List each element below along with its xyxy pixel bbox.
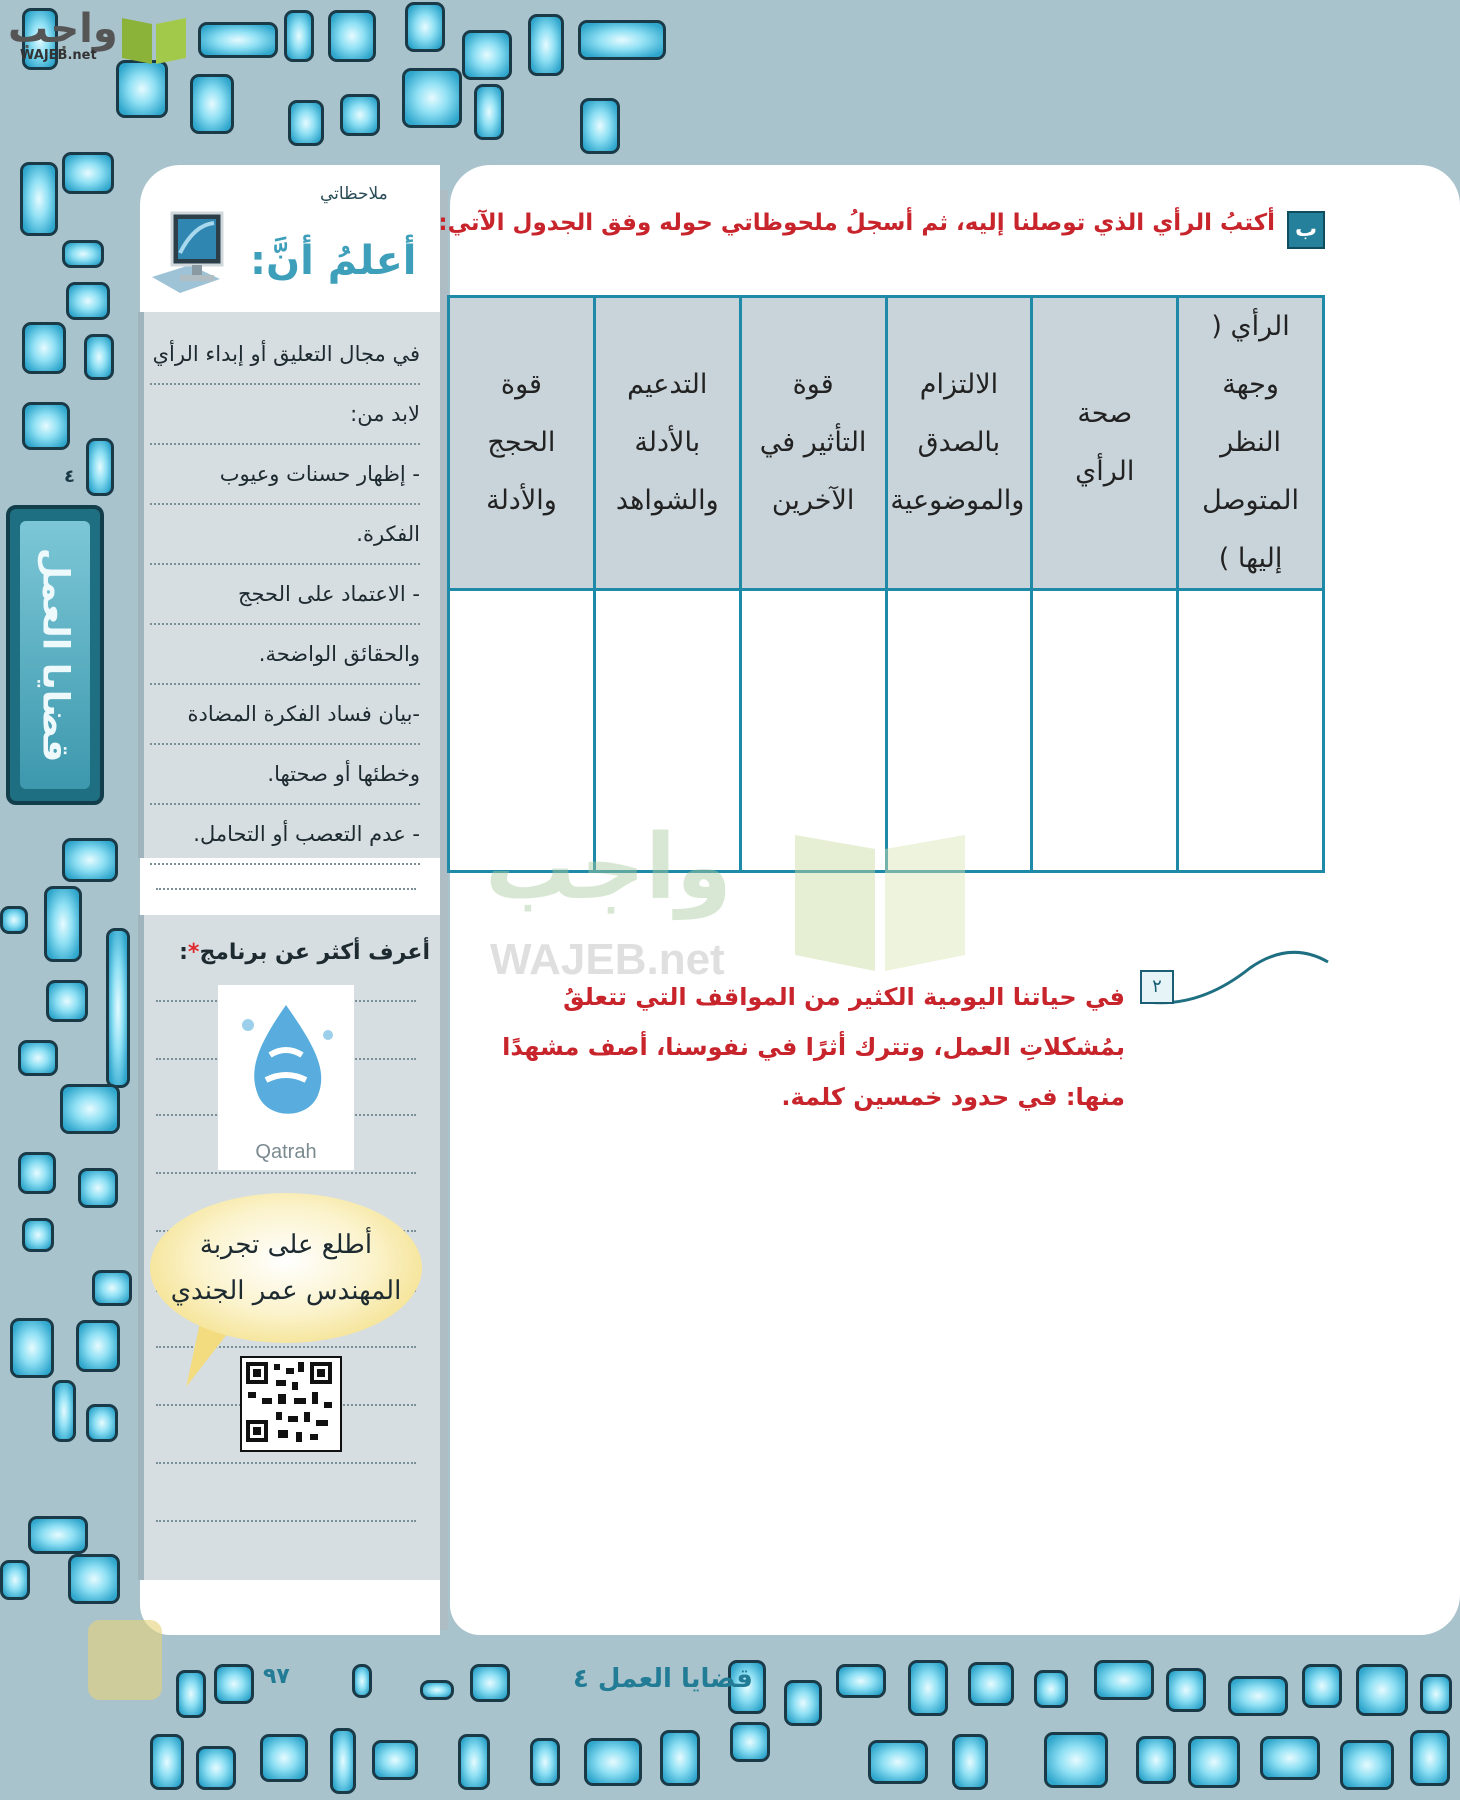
learn-more-title bbox=[150, 940, 430, 965]
notes-title: ملاحظاتي bbox=[320, 184, 388, 204]
bubble-line: المهندس عمر الجندي bbox=[170, 1276, 402, 1306]
opinion-table bbox=[447, 295, 1325, 873]
side-tab-number: ٤ bbox=[64, 466, 75, 487]
book-icon bbox=[118, 12, 190, 66]
notes-line[interactable] bbox=[156, 888, 416, 890]
qr-code[interactable] bbox=[240, 1356, 342, 1452]
header-line: الحجج bbox=[487, 427, 556, 458]
know-line: وخطئها أو صحتها. bbox=[150, 745, 420, 805]
side-tab bbox=[6, 505, 104, 805]
header-line: إليها ) bbox=[1218, 543, 1283, 574]
know-line: - عدم التعصب أو التحامل. bbox=[150, 805, 420, 865]
header-line: قوة bbox=[792, 369, 834, 400]
header-line: قوة bbox=[500, 369, 542, 400]
table-header-validity bbox=[1032, 297, 1178, 590]
header-line: والموضوعية bbox=[890, 485, 1025, 516]
header-line: النظر المتوصل bbox=[1202, 427, 1299, 516]
know-line: والحقائق الواضحة. bbox=[150, 625, 420, 685]
header-line: بالأدلة bbox=[634, 427, 701, 458]
know-line: في مجال التعليق أو إبداء الرأي bbox=[150, 325, 420, 385]
qatrah-drop-icon bbox=[218, 985, 354, 1135]
footer-title: قضايا العمل ٤ bbox=[573, 1664, 753, 1694]
table-header-opinion bbox=[1178, 297, 1324, 590]
monitor-icon bbox=[150, 205, 240, 295]
speech-bubble-text bbox=[150, 1222, 422, 1314]
know-body bbox=[150, 325, 420, 865]
know-line: - الاعتماد على الحجج bbox=[150, 565, 420, 625]
know-line: الفكرة. bbox=[150, 505, 420, 565]
know-title: أعلمُ أنَّ: bbox=[250, 238, 417, 284]
question-b-badge: ب bbox=[1287, 211, 1325, 249]
logo-subtext: WAJEB.net bbox=[20, 48, 97, 63]
qr-code-icon bbox=[242, 1358, 336, 1446]
qatrah-caption: Qatrah bbox=[255, 1141, 317, 1163]
question-2-text: في حياتنا اليومية الكثير من المواقف التي تتعلقُ بمُشكلاتِ العمل، وتترك أثرًا في نفوسنا، أصف مشهدًا منها: في حدود خمسين كلمة. bbox=[502, 983, 1125, 1111]
table-header-influence bbox=[740, 297, 886, 590]
logo-text: واجب bbox=[8, 6, 118, 52]
question-2-number: ٢ bbox=[1140, 970, 1174, 1004]
question-b-text: أكتبُ الرأي الذي توصلنا إليه، ثم أسجلُ ملحوظاتي حوله وفق الجدول الآتي: bbox=[438, 210, 1275, 236]
header-line: الرأي bbox=[1075, 456, 1135, 487]
learn-more-label: أعرف أكثر عن برنامج bbox=[199, 940, 430, 965]
header-line: والشواهد bbox=[615, 485, 719, 516]
watermark-subtext: WAJEB.net bbox=[490, 935, 725, 984]
header-line: صحة bbox=[1077, 398, 1133, 429]
wajeb-logo[interactable] bbox=[8, 6, 188, 66]
watermark-text: واجب bbox=[485, 815, 732, 920]
header-line: والأدلة bbox=[486, 485, 557, 516]
asterisk: * bbox=[187, 940, 200, 965]
side-tab-title: قضايا العمل bbox=[34, 547, 76, 763]
colon: : bbox=[179, 940, 188, 965]
table-header-row bbox=[449, 297, 1324, 590]
notes-line[interactable] bbox=[156, 1462, 416, 1464]
table-cell[interactable] bbox=[1032, 590, 1178, 872]
table-header-evidence bbox=[594, 297, 740, 590]
know-line: - إظهار حسنات وعيوب bbox=[150, 445, 420, 505]
header-line: الآخرين bbox=[771, 485, 855, 516]
notes-line[interactable] bbox=[156, 1520, 416, 1522]
table-header-honesty bbox=[886, 297, 1032, 590]
page-number: ٩٧ bbox=[263, 1664, 290, 1689]
header-line: الالتزام bbox=[919, 369, 999, 400]
corner-mark bbox=[88, 1620, 162, 1700]
qatrah-logo[interactable] bbox=[218, 985, 354, 1170]
table-cell[interactable] bbox=[1178, 590, 1324, 872]
header-line: بالصدق bbox=[917, 427, 1001, 458]
header-line: التأثير في bbox=[759, 427, 867, 458]
notes-line[interactable] bbox=[156, 1172, 416, 1174]
header-line: التدعيم bbox=[627, 369, 708, 400]
table-header-arguments bbox=[449, 297, 595, 590]
know-line: لابد من: bbox=[150, 385, 420, 445]
know-line: -بيان فساد الفكرة المضادة bbox=[150, 685, 420, 745]
bubble-line: أطلع على تجربة bbox=[199, 1230, 373, 1260]
header-line: الرأي ( وجهة bbox=[1211, 311, 1290, 400]
book-icon bbox=[785, 815, 975, 975]
